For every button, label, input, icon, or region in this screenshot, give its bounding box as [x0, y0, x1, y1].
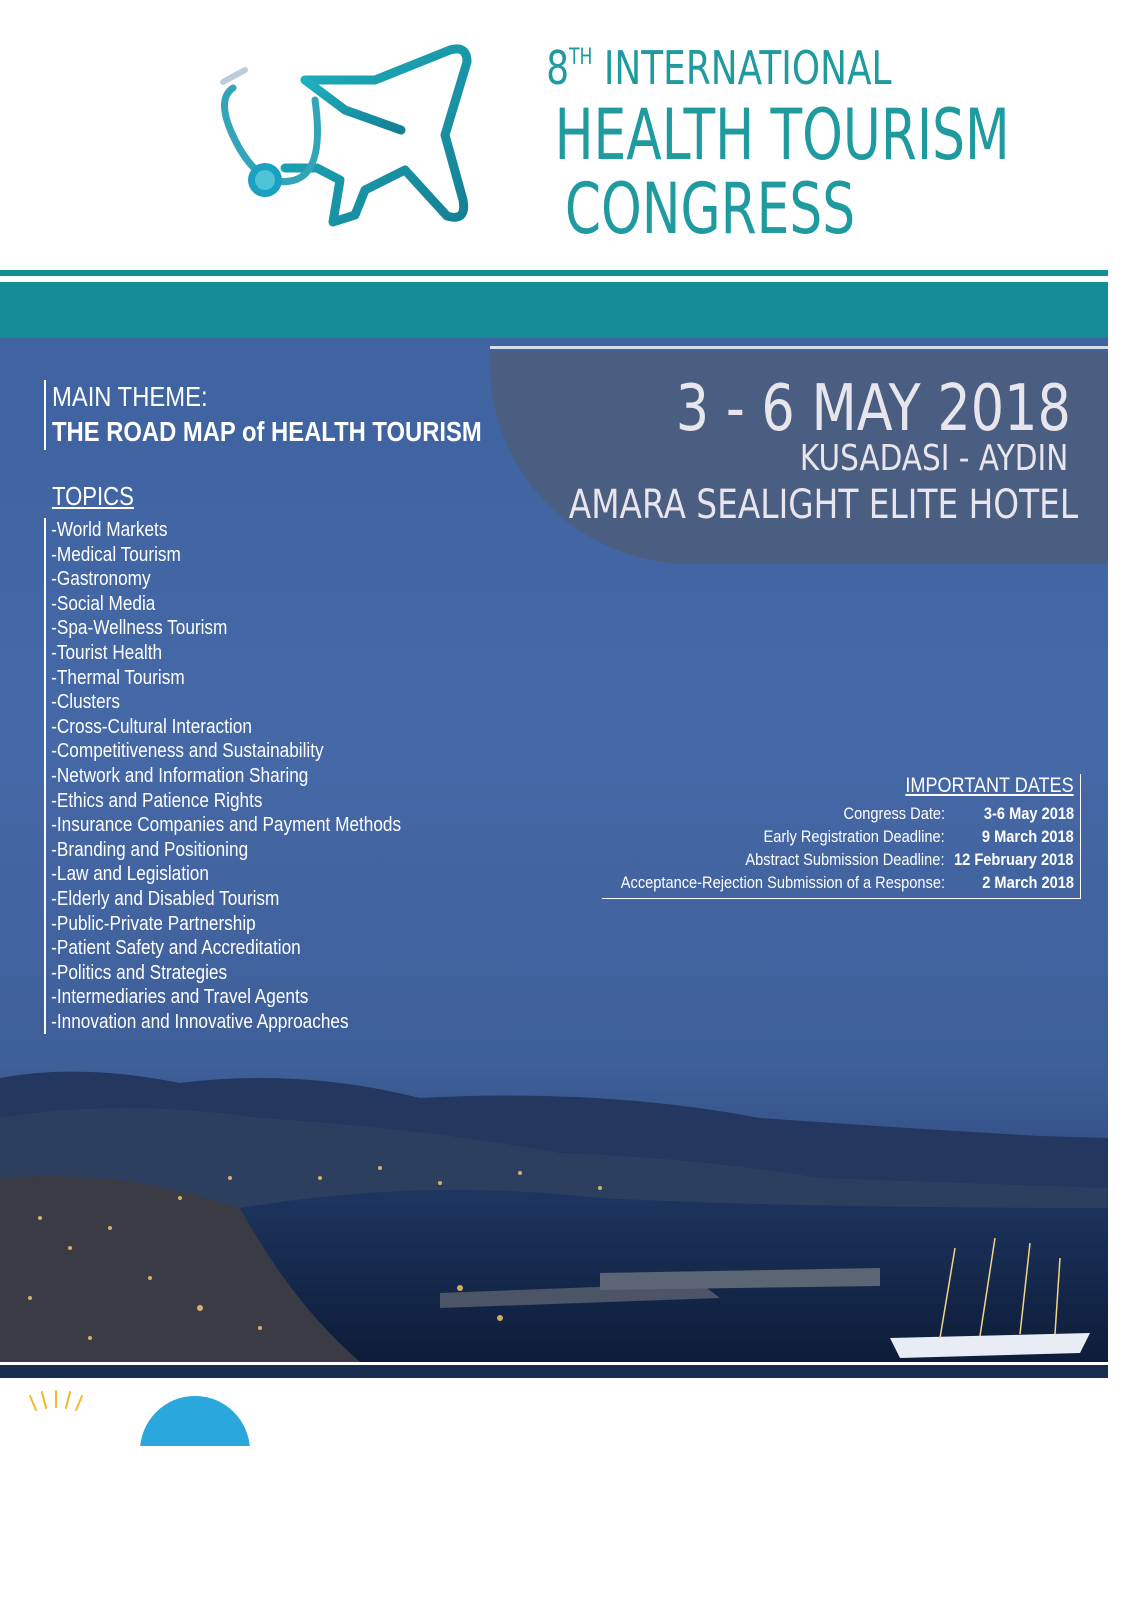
- congress-line2: HEALTH TOURISM: [554, 94, 1010, 176]
- event-city: KUSADASI - AYDIN: [799, 438, 1068, 479]
- important-dates-box: [602, 774, 1081, 899]
- topics-list: [44, 518, 459, 1034]
- topic-item: -Tourist Health: [51, 641, 163, 664]
- topic-item: -Ethics and Patience Rights: [51, 789, 263, 812]
- topic-item: -Medical Tourism: [51, 543, 181, 566]
- topic-item: -Competitiveness and Sustainability: [51, 740, 324, 763]
- important-date-row: [621, 873, 1074, 893]
- edition-number: 8: [546, 41, 570, 95]
- teal-divider-thin: [0, 270, 1108, 276]
- congress-title-line1: [546, 28, 892, 98]
- date-panel-rule: [490, 346, 1108, 349]
- important-date-row: [843, 804, 1074, 824]
- bottom-band: [0, 1365, 1108, 1378]
- congress-title: [500, 28, 1010, 250]
- blue-arc-icon: [140, 1396, 250, 1446]
- topics-heading: TOPICS: [52, 481, 134, 511]
- topic-item: -Network and Information Sharing: [51, 764, 309, 787]
- topic-item: -Spa-Wellness Tourism: [51, 617, 228, 640]
- airplane-stethoscope-icon: [205, 40, 495, 240]
- event-dates: 3 - 6 MAY 2018: [675, 372, 1071, 446]
- topic-item: -Social Media: [51, 592, 156, 615]
- topic-item: -Law and Legislation: [51, 863, 209, 886]
- important-date-label: Abstract Submission Deadline:: [745, 850, 945, 869]
- important-date-label: Congress Date:: [843, 804, 945, 823]
- poster-header: [0, 0, 1131, 268]
- topic-item: -Clusters: [51, 691, 120, 714]
- important-date-value: 12 February 2018: [954, 850, 1074, 869]
- congress-line1: INTERNATIONAL: [603, 41, 892, 95]
- important-date-value: 9 March 2018: [982, 827, 1074, 846]
- topic-item: -Gastronomy: [51, 568, 151, 591]
- main-theme-value: THE ROAD MAP of HEALTH TOURISM: [52, 416, 482, 447]
- city-harbor-photo: [0, 1058, 1108, 1378]
- topic-item: -Patient Safety and Accreditation: [51, 937, 301, 960]
- topic-item: -Cross-Cultural Interaction: [51, 715, 252, 738]
- main-theme-label: MAIN THEME:: [52, 381, 208, 412]
- important-date-value: 3-6 May 2018: [983, 804, 1074, 823]
- sun-rays-icon: [22, 1390, 92, 1412]
- event-venue: AMARA SEALIGHT ELITE HOTEL: [568, 482, 1078, 528]
- important-date-value: 2 March 2018: [982, 873, 1074, 892]
- poster-main-panel: [0, 338, 1108, 1378]
- important-date-row: [764, 827, 1074, 847]
- topic-item: -Innovation and Innovative Approaches: [51, 1010, 349, 1033]
- important-dates-heading: IMPORTANT DATES: [905, 774, 1074, 797]
- topic-item: -Insurance Companies and Payment Methods: [51, 814, 402, 837]
- important-date-label: Early Registration Deadline:: [763, 827, 945, 846]
- congress-line3: CONGRESS: [564, 168, 856, 250]
- edition-suffix: TH: [569, 45, 593, 70]
- topic-item: -Elderly and Disabled Tourism: [51, 887, 280, 910]
- important-date-row: [746, 850, 1074, 870]
- topic-item: -Politics and Strategies: [51, 961, 228, 984]
- important-date-label: Acceptance-Rejection Submission of a Response:: [620, 873, 945, 892]
- topic-item: -Thermal Tourism: [51, 666, 185, 689]
- topic-item: -Intermediaries and Travel Agents: [51, 986, 309, 1009]
- topic-item: -Branding and Positioning: [51, 838, 249, 861]
- topic-item: -World Markets: [51, 519, 168, 541]
- teal-divider-band: [0, 282, 1108, 338]
- topic-item: -Public-Private Partnership: [51, 912, 256, 935]
- main-theme: [44, 380, 558, 450]
